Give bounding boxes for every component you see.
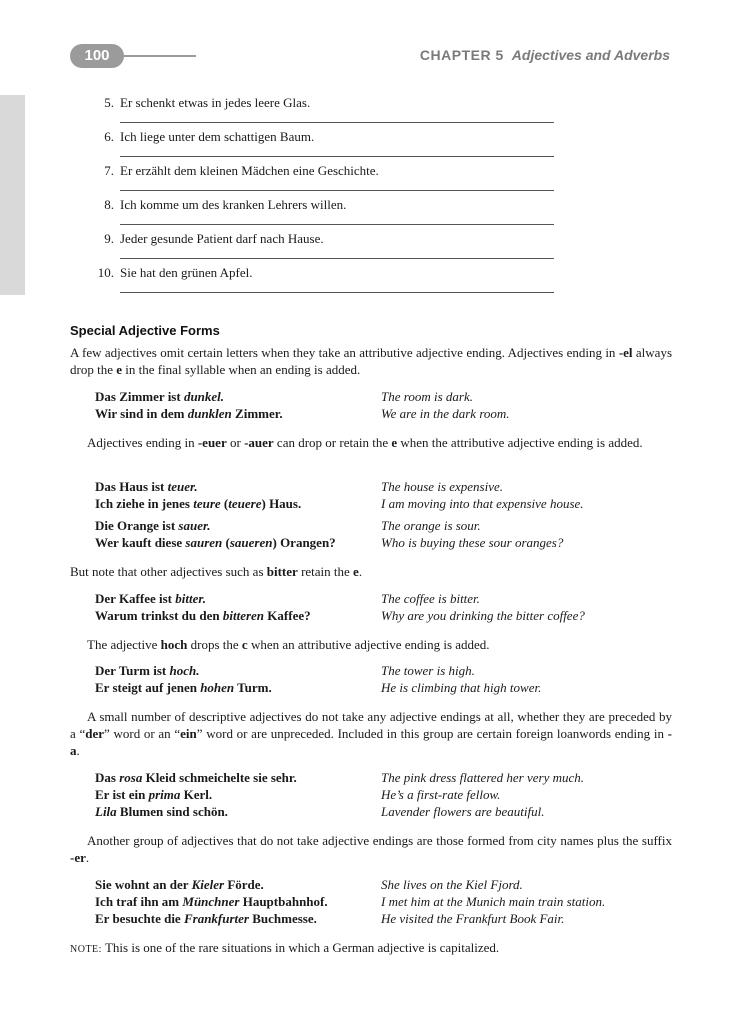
german-sentence: Sie wohnt an der Kieler Förde. <box>95 877 264 892</box>
chapter-heading <box>420 47 670 63</box>
paragraph-hoch: The adjective hoch drops the c when an attributive adjective ending is added. <box>87 637 490 652</box>
example-row <box>95 591 675 608</box>
answer-line[interactable] <box>120 190 554 191</box>
answer-line[interactable] <box>120 258 554 259</box>
exercise-text: Sie hat den grünen Apfel. <box>120 265 253 280</box>
exercise-text: Jeder gesunde Patient darf nach Hause. <box>120 231 324 246</box>
sidebar-tab <box>0 95 25 295</box>
english-translation: The tower is high. <box>381 663 475 678</box>
example-row <box>95 518 675 535</box>
note-text: This is one of the rare situations in which a German adjective is capitalized. <box>104 940 500 955</box>
german-sentence: Das Haus ist teuer. <box>95 479 198 494</box>
german-sentence: Er besuchte die Frankfurter Buchmesse. <box>95 911 317 926</box>
english-translation: He is climbing that high tower. <box>381 680 542 695</box>
example-row <box>95 770 675 787</box>
answer-line[interactable] <box>120 122 554 123</box>
example-row <box>95 496 675 513</box>
exercise-text: Er schenkt etwas in jedes leere Glas. <box>120 95 311 110</box>
german-sentence: Das Zimmer ist dunkel. <box>95 389 225 404</box>
exercise-text: Ich komme um des kranken Lehrers willen. <box>120 197 347 212</box>
exercise-number: 5. <box>104 95 114 110</box>
paragraph-uninflected: A small number of descriptive adjectives do not take any adjective endings at all, whether they are preceded by a “der” word or an “ein” word or are unpreceded. Included in this group are certain foreign loanwords ending in -a. <box>70 709 672 758</box>
section-heading: Special Adjective Forms <box>70 323 220 338</box>
english-translation: The coffee is bitter. <box>381 591 480 606</box>
example-row <box>95 804 675 821</box>
english-translation: The house is expensive. <box>381 479 504 494</box>
german-sentence: Er steigt auf jenen hohen Turm. <box>95 680 272 695</box>
header-rule <box>124 55 196 57</box>
chapter-label: CHAPTER 5 <box>419 47 504 63</box>
page-number: 100 <box>70 44 124 68</box>
english-translation: The pink dress flattered her very much. <box>381 770 585 785</box>
example-row <box>95 680 675 697</box>
note-label: NOTE: <box>70 944 102 955</box>
chapter-title: Adjectives and Adverbs <box>511 47 670 63</box>
german-sentence: Ich ziehe in jenes teure (teuere) Haus. <box>95 496 302 511</box>
german-sentence: Warum trinkst du den bitteren Kaffee? <box>95 608 311 623</box>
english-translation: Why are you drinking the bitter coffee? <box>381 608 585 623</box>
example-row <box>95 389 675 406</box>
intro-paragraph: A few adjectives omit certain letters when they take an attributive adjective ending. Adjectives ending in -el always drop the e in the final syllable when an ending is added. <box>70 345 672 377</box>
german-sentence: Die Orange ist sauer. <box>95 518 211 533</box>
german-sentence: Lila Blumen sind schön. <box>95 804 228 819</box>
german-sentence: Der Turm ist hoch. <box>95 663 200 678</box>
english-translation: Lavender flowers are beautiful. <box>381 804 545 819</box>
example-row <box>95 406 675 423</box>
english-translation: He’s a first-rate fellow. <box>381 787 501 802</box>
exercise-number: 8. <box>104 197 114 212</box>
german-sentence: Ich traf ihn am Münchner Hauptbahnhof. <box>95 894 328 909</box>
german-sentence: Das rosa Kleid schmeichelte sie sehr. <box>95 770 297 785</box>
english-translation: The orange is sour. <box>381 518 481 533</box>
exercise-number: 10. <box>97 265 114 280</box>
example-row <box>95 787 675 804</box>
english-translation: I met him at the Munich main train station. <box>381 894 606 909</box>
german-sentence: Wer kauft diese sauren (saueren) Orangen? <box>95 535 336 550</box>
exercise-item <box>90 163 379 179</box>
english-translation: We are in the dark room. <box>381 406 510 421</box>
exercise-text: Er erzählt dem kleinen Mädchen eine Geschichte. <box>120 163 379 178</box>
example-row <box>95 535 675 552</box>
exercise-number: 9. <box>104 231 114 246</box>
paragraph-bitter: But note that other adjectives such as bitter retain the e. <box>70 564 363 579</box>
exercise-number: 7. <box>104 163 114 178</box>
paragraph-city-names: Another group of adjectives that do not take adjective endings are those formed from city names plus the suffix -er. <box>70 833 672 865</box>
example-row <box>95 479 675 496</box>
english-translation: I am moving into that expensive house. <box>381 496 584 511</box>
exercise-number: 6. <box>104 129 114 144</box>
paragraph-euer-auer: Adjectives ending in -euer or -auer can drop or retain the e when the attributive adjective ending is added. <box>87 435 643 450</box>
exercise-item <box>90 95 310 111</box>
page-header <box>70 44 670 70</box>
exercise-item <box>90 231 324 247</box>
example-row <box>95 894 675 911</box>
exercise-item <box>90 265 253 281</box>
answer-line[interactable] <box>120 292 554 293</box>
german-sentence: Der Kaffee ist bitter. <box>95 591 206 606</box>
exercise-item <box>90 197 346 213</box>
answer-line[interactable] <box>120 156 554 157</box>
example-row <box>95 663 675 680</box>
exercise-item <box>90 129 314 145</box>
english-translation: Who is buying these sour oranges? <box>381 535 564 550</box>
note <box>70 940 499 956</box>
german-sentence: Wir sind in dem dunklen Zimmer. <box>95 406 283 421</box>
english-translation: The room is dark. <box>381 389 473 404</box>
example-row <box>95 877 675 894</box>
english-translation: He visited the Frankfurt Book Fair. <box>381 911 565 926</box>
german-sentence: Er ist ein prima Kerl. <box>95 787 213 802</box>
answer-line[interactable] <box>120 224 554 225</box>
english-translation: She lives on the Kiel Fjord. <box>381 877 523 892</box>
example-row <box>95 608 675 625</box>
exercise-text: Ich liege unter dem schattigen Baum. <box>120 129 315 144</box>
example-row <box>95 911 675 928</box>
